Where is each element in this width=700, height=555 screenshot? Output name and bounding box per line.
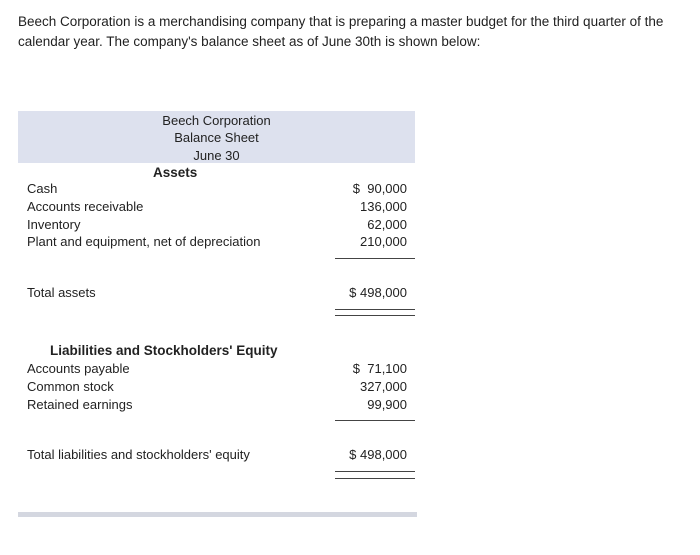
row-amount: 99,900	[367, 397, 407, 412]
subtotal-rule	[335, 420, 415, 421]
table-row	[27, 234, 407, 252]
total-liabilities-row	[27, 447, 407, 465]
double-rule-top	[335, 471, 415, 472]
row-amount: 327,000	[360, 379, 407, 394]
row-label: Accounts receivable	[27, 199, 144, 214]
row-amount: $ 498,000	[349, 447, 407, 462]
table-row	[27, 181, 407, 199]
total-assets-row	[27, 285, 407, 303]
statement-header	[18, 111, 415, 163]
row-amount: 62,000	[367, 217, 407, 232]
row-label: Plant and equipment, net of depreciation	[27, 234, 261, 249]
table-row	[27, 397, 407, 415]
row-amount: 210,000	[360, 234, 407, 249]
row-label: Inventory	[27, 217, 81, 232]
row-amount: $ 71,100	[352, 361, 407, 376]
row-label: Cash	[27, 181, 58, 196]
double-rule-bottom	[335, 478, 415, 479]
row-amount: $ 90,000	[352, 181, 407, 196]
company-name: Beech Corporation	[162, 113, 271, 128]
assets-heading: Assets	[153, 165, 198, 180]
row-label: Retained earnings	[27, 397, 133, 412]
double-rule-top	[335, 309, 415, 310]
intro-paragraph: Beech Corporation is a merchandising company that is preparing a master budget for the third quarter of the calendar year. The company's balance sheet as of June 30th is shown below:	[18, 14, 664, 49]
table-row	[27, 199, 407, 217]
double-rule-bottom	[335, 315, 415, 316]
row-amount: 136,000	[360, 199, 407, 214]
row-label: Accounts payable	[27, 361, 130, 376]
statement-name: Balance Sheet	[174, 130, 259, 145]
table-row	[27, 361, 407, 379]
footer-bar	[18, 512, 417, 517]
row-amount: $ 498,000	[349, 285, 407, 300]
row-label: Total liabilities and stockholders' equity	[27, 447, 250, 462]
table-row	[27, 379, 407, 397]
liabilities-heading: Liabilities and Stockholders' Equity	[50, 343, 278, 358]
table-row	[27, 217, 407, 235]
statement-date: June 30	[193, 148, 240, 163]
row-label: Total assets	[27, 285, 96, 300]
subtotal-rule	[335, 258, 415, 259]
row-label: Common stock	[27, 379, 114, 394]
